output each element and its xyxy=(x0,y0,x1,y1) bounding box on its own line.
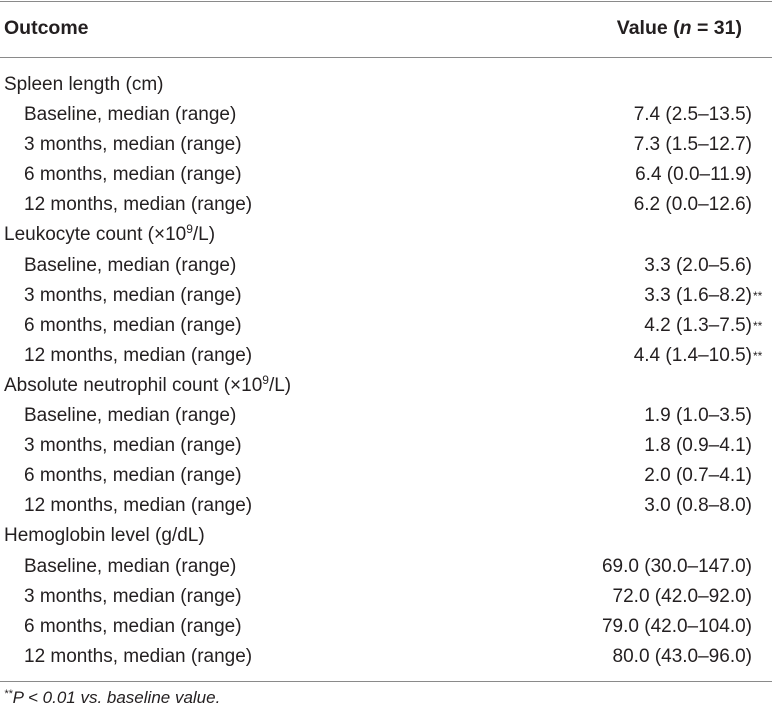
row-value xyxy=(0,281,763,311)
header-value xyxy=(617,17,742,40)
row-value-text: 2.0 (0.7–4.1) xyxy=(644,465,752,487)
row-value xyxy=(0,461,752,491)
row-value-text: 1.9 (1.0–3.5) xyxy=(644,405,752,427)
row-value-text: 3.3 (2.0–5.6) xyxy=(644,254,752,276)
table-header xyxy=(0,0,772,57)
row-label-text: 6 months, median (range) xyxy=(24,314,242,336)
row-label-text: Absolute neutrophil count (×10 xyxy=(4,374,263,396)
table-row xyxy=(0,431,772,461)
row-value-text: 1.8 (0.9–4.1) xyxy=(644,435,752,457)
table-row xyxy=(0,582,772,612)
group-label xyxy=(4,70,163,100)
table-group-row xyxy=(0,220,772,250)
row-value xyxy=(0,100,752,130)
row-label-exponent: 9 xyxy=(262,372,269,387)
row-value-text: 4.2 (1.3–7.5) xyxy=(644,314,752,336)
row-value-text: 4.4 (1.4–10.5) xyxy=(633,344,752,366)
row-value-text: 80.0 (43.0–96.0) xyxy=(612,645,752,667)
row-value xyxy=(0,311,763,341)
row-label-exponent: 9 xyxy=(186,222,193,237)
row-value-text: 72.0 (42.0–92.0) xyxy=(612,585,752,607)
row-label-text: 12 months, median (range) xyxy=(24,344,253,366)
table-row xyxy=(0,461,772,491)
footnote-text: P < 0.01 vs. baseline value. xyxy=(12,688,221,707)
header-value-n: n xyxy=(679,17,692,39)
row-value xyxy=(0,130,752,160)
row-value-text: 6.4 (0.0–11.9) xyxy=(635,164,752,186)
row-label-text: 12 months, median (range) xyxy=(24,645,253,667)
row-value-text: 79.0 (42.0–104.0) xyxy=(601,615,752,637)
table-row xyxy=(0,190,772,220)
row-value-text: 7.3 (1.5–12.7) xyxy=(633,134,752,156)
row-value xyxy=(0,401,752,431)
row-value xyxy=(0,160,752,190)
row-label-text: Hemoglobin level (g/dL) xyxy=(4,525,205,547)
table-row xyxy=(0,251,772,281)
row-value-text: 3.0 (0.8–8.0) xyxy=(644,495,752,517)
group-label xyxy=(4,521,205,551)
row-label-text: Leukocyte count (×10 xyxy=(4,224,187,246)
significance-mark: ** xyxy=(753,288,763,303)
row-label-text: Baseline, median (range) xyxy=(24,104,237,126)
header-outcome: Outcome xyxy=(4,17,89,39)
table-row xyxy=(0,130,772,160)
significance-mark: ** xyxy=(753,348,763,363)
row-value xyxy=(0,582,752,612)
group-label xyxy=(4,371,291,401)
row-label-text: 12 months, median (range) xyxy=(24,194,253,216)
row-label-text: Spleen length (cm) xyxy=(4,74,164,95)
header-rule xyxy=(0,57,772,58)
row-value xyxy=(0,642,752,672)
table-row xyxy=(0,100,772,130)
row-value xyxy=(0,431,752,461)
header-value-prefix: Value ( xyxy=(616,17,680,39)
row-label-text: 3 months, median (range) xyxy=(24,435,242,457)
table-group-row xyxy=(0,70,772,100)
table-row xyxy=(0,341,772,371)
row-label-text: 3 months, median (range) xyxy=(24,134,242,156)
group-label xyxy=(4,220,215,250)
table-row xyxy=(0,401,772,431)
table-row xyxy=(0,491,772,521)
row-value xyxy=(0,190,752,220)
row-value-text: 6.2 (0.0–12.6) xyxy=(633,194,752,216)
row-value-text: 7.4 (2.5–13.5) xyxy=(633,104,752,126)
footnote-mark: ** xyxy=(4,688,13,700)
table-row xyxy=(0,612,772,642)
table-row xyxy=(0,552,772,582)
header-value-suffix: = 31) xyxy=(691,17,742,39)
row-label-text: 6 months, median (range) xyxy=(24,465,242,487)
row-label-tail: /L) xyxy=(192,224,216,246)
table-body xyxy=(0,70,772,672)
row-label-text: Baseline, median (range) xyxy=(24,555,237,577)
row-label-text: Baseline, median (range) xyxy=(24,405,237,427)
row-label-text: 12 months, median (range) xyxy=(24,495,253,517)
significance-mark: ** xyxy=(753,318,763,333)
row-label-tail: /L) xyxy=(268,374,292,396)
row-value xyxy=(0,612,752,642)
table-group-row xyxy=(0,521,772,551)
row-value xyxy=(0,552,752,582)
table-row xyxy=(0,642,772,672)
table-footnote xyxy=(4,688,220,708)
table-bottom-rule xyxy=(0,681,772,682)
row-value-text: 69.0 (30.0–147.0) xyxy=(601,555,752,577)
table-row xyxy=(0,281,772,311)
row-value-text: 3.3 (1.6–8.2) xyxy=(644,284,752,306)
row-value xyxy=(0,491,752,521)
table-row xyxy=(0,160,772,190)
row-value xyxy=(0,341,763,371)
row-label-text: 3 months, median (range) xyxy=(24,284,242,306)
row-label-text: 6 months, median (range) xyxy=(24,164,242,186)
row-value xyxy=(0,251,752,281)
row-label-text: Baseline, median (range) xyxy=(24,254,237,276)
table-group-row xyxy=(0,371,772,401)
table-row xyxy=(0,311,772,341)
row-label-text: 3 months, median (range) xyxy=(24,585,242,607)
row-label-text: 6 months, median (range) xyxy=(24,615,242,637)
